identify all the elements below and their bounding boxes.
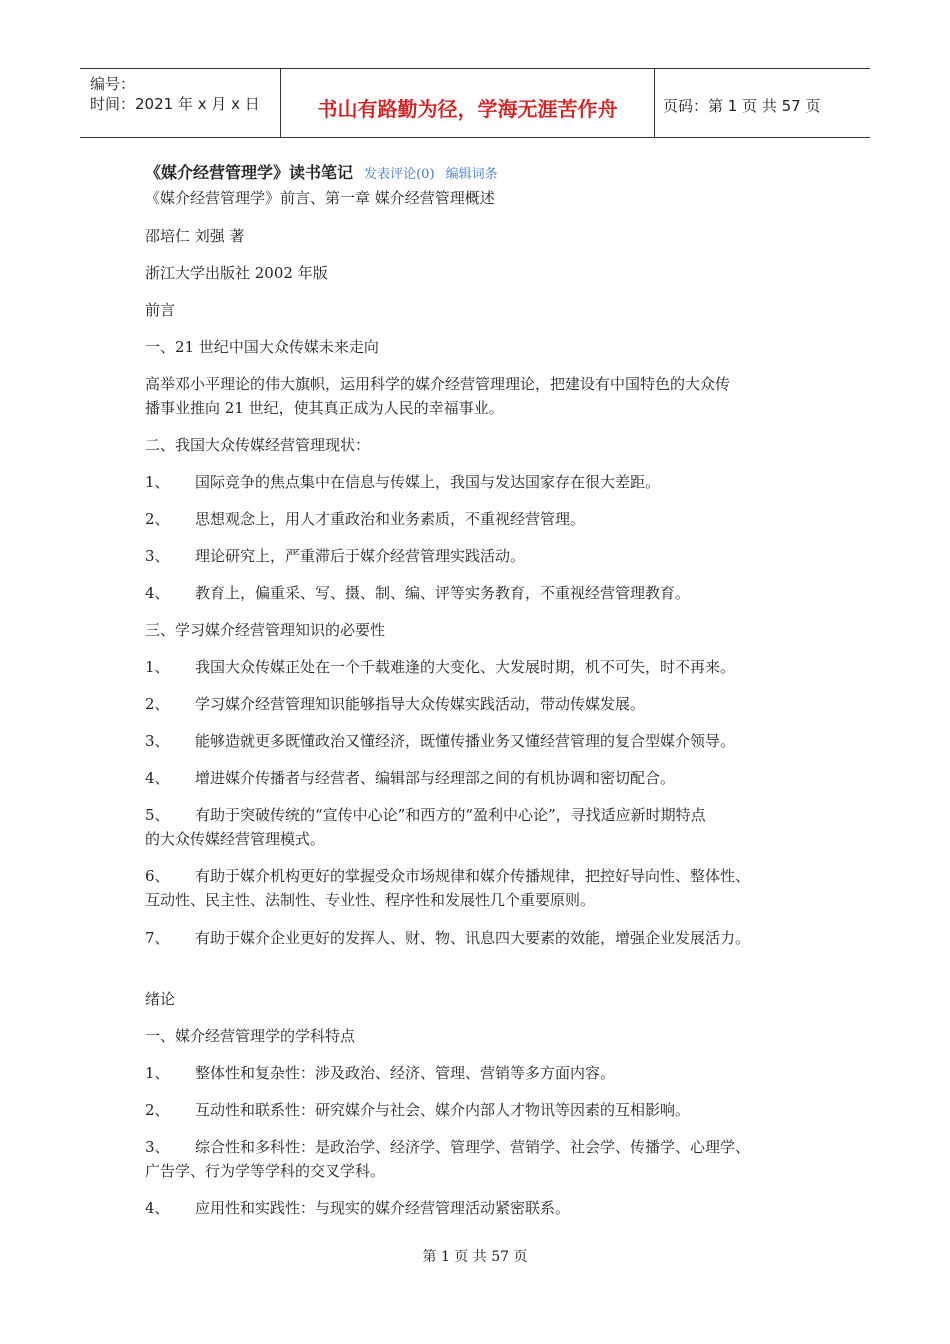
section-1-para: 高举邓小平理论的伟大旗帜，运用科学的媒介经营管理理论，把建设有中国特色的大众传	[145, 375, 731, 393]
section-3-heading: 三、学习媒介经营管理知识的必要性	[145, 621, 386, 639]
page-footer: 第 1 页 共 57 页	[422, 1249, 528, 1265]
section-2-heading: 二、我国大众传媒经营管理现状：	[145, 436, 371, 454]
list-item: 6、 有助于媒介机构更好的掌握受众市场规律和媒介传播规律，把控好导向性、整体性、	[145, 867, 751, 885]
header-motto-cell	[281, 69, 655, 137]
code-label: 编号：	[90, 75, 136, 93]
authors: 邵培仁 刘强 著	[145, 227, 245, 245]
header-meta	[80, 69, 281, 137]
list-item-cont: 的大众传媒经营管理模式。	[145, 830, 326, 848]
title-line	[145, 160, 498, 183]
list-item: 3、 理论研究上，严重滞后于媒介经营管理实践活动。	[145, 547, 526, 565]
intro-heading: 绪论	[145, 990, 176, 1008]
list-item: 7、 有助于媒介企业更好的发挥人、财、物、讯息四大要素的效能，增强企业发展活力。	[145, 929, 751, 947]
comment-link[interactable]: 发表评论(0)	[364, 167, 435, 182]
list-item: 2、 学习媒介经营管理知识能够指导大众传媒实践活动，带动传媒发展。	[145, 695, 646, 713]
list-item: 5、 有助于突破传统的“宣传中心论”和西方的“盈利中心论”，寻找适应新时期特点	[145, 806, 706, 824]
section-1-heading: 一、21 世纪中国大众传媒未来走向	[145, 338, 379, 356]
list-item-cont: 互动性、民主性、法制性、专业性、程序性和发展性几个重要原则。	[145, 891, 596, 909]
list-item: 3、 能够造就更多既懂政治又懂经济，既懂传播业务又懂经营管理的复合型媒介领导。	[145, 732, 736, 750]
list-item: 3、 综合性和多科性：是政治学、经济学、管理学、营销学、社会学、传播学、心理学、	[145, 1138, 751, 1156]
document-header	[80, 68, 870, 138]
list-item: 1、 我国大众传媒正处在一个千载难逢的大变化、大发展时期，机不可失，时不再来。	[145, 658, 736, 676]
list-item: 2、 思想观念上，用人才重政治和业务素质，不重视经营管理。	[145, 510, 586, 528]
list-item: 4、 教育上，偏重采、写、摄、制、编、评等实务教育，不重视经营管理教育。	[145, 584, 691, 602]
list-item: 4、 应用性和实践性：与现实的媒介经营管理活动紧密联系。	[145, 1199, 571, 1217]
list-item: 2、 互动性和联系性：研究媒介与社会、媒介内部人才物讯等因素的互相影响。	[145, 1101, 691, 1119]
intro-section-1-heading: 一、媒介经营管理学的学科特点	[145, 1027, 356, 1045]
list-item: 1、 国际竞争的焦点集中在信息与传媒上，我国与发达国家存在很大差距。	[145, 473, 661, 491]
motto: 书山有路勤为径，学海无涯苦作舟	[317, 96, 618, 121]
section-1-para-cont: 播事业推向 21 世纪，使其真正成为人民的幸福事业。	[145, 399, 504, 417]
page-label: 页码：第 1 页 共 57 页	[663, 97, 821, 115]
preface-heading: 前言	[145, 301, 176, 319]
date-label: 时间：2021 年 x 月 x 日	[90, 95, 260, 113]
list-item-cont: 广告学、行为学等学科的交叉学科。	[145, 1162, 386, 1180]
header-page-cell	[663, 69, 870, 137]
list-item: 4、 增进媒介传播者与经营者、编辑部与经理部之间的有机协调和密切配合。	[145, 769, 676, 787]
list-item: 1、 整体性和复杂性：涉及政治、经济、管理、营销等多方面内容。	[145, 1064, 616, 1082]
page-title: 《媒介经营管理学》读书笔记	[145, 163, 354, 182]
edit-entry-link[interactable]: 编辑词条	[445, 167, 498, 182]
publisher: 浙江大学出版社 2002 年版	[145, 264, 328, 282]
subtitle: 《媒介经营管理学》前言、第一章 媒介经营管理概述	[145, 189, 495, 207]
